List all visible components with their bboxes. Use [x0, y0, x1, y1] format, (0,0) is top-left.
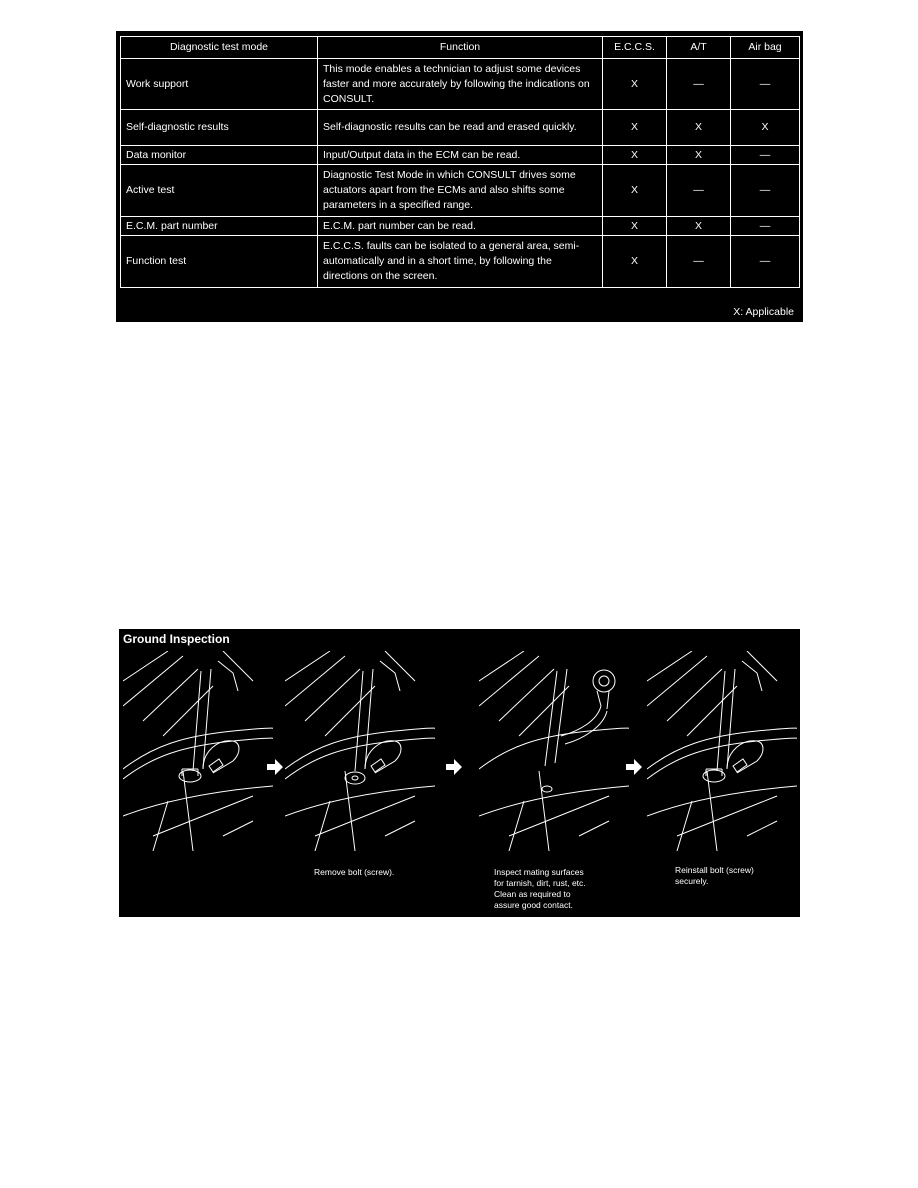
at-cell: —	[667, 236, 731, 288]
arrow-right-icon	[265, 757, 285, 777]
at-cell: X	[667, 217, 731, 236]
ground-inspection-title: Ground Inspection	[123, 632, 230, 646]
header-function: Function	[318, 37, 603, 59]
at-cell: X	[667, 110, 731, 146]
at-cell: —	[667, 165, 731, 217]
airbag-cell: —	[731, 217, 800, 236]
ground-step-4-illustration	[647, 651, 797, 851]
eccs-cell: X	[603, 59, 667, 110]
table-row	[121, 217, 800, 236]
ground-inspection-figure	[119, 629, 800, 917]
ground-step-3-illustration	[479, 651, 629, 851]
function-cell: This mode enables a technician to adjust some devices faster and more accurately by following the indications on CONSULT.	[318, 59, 603, 110]
function-cell: Input/Output data in the ECM can be read.	[318, 146, 603, 165]
mode-cell: Self-diagnostic results	[121, 110, 318, 146]
function-cell: E.C.M. part number can be read.	[318, 217, 603, 236]
arrow-right-icon	[444, 757, 464, 777]
airbag-cell: —	[731, 146, 800, 165]
arrow-right-icon	[624, 757, 644, 777]
table-header-row	[121, 37, 800, 59]
eccs-cell: X	[603, 146, 667, 165]
ground-step-2-illustration	[285, 651, 435, 851]
eccs-cell: X	[603, 165, 667, 217]
header-diagnostic-test-mode: Diagnostic test mode	[121, 37, 318, 59]
function-cell: Diagnostic Test Mode in which CONSULT drives some actuators apart from the ECMs and also shifts some parameters in a specified range.	[318, 165, 603, 217]
eccs-cell: X	[603, 236, 667, 288]
header-at: A/T	[667, 37, 731, 59]
table-row	[121, 146, 800, 165]
step-2-caption: Remove bolt (screw).	[314, 867, 395, 877]
function-cell: Self-diagnostic results can be read and erased quickly.	[318, 110, 603, 146]
mode-cell: Work support	[121, 59, 318, 110]
at-cell: —	[667, 59, 731, 110]
step-4-caption: Reinstall bolt (screw) securely.	[675, 865, 754, 886]
airbag-cell: X	[731, 110, 800, 146]
function-cell: E.C.C.S. faults can be isolated to a general area, semi- automatically and in a short time, by following the directions on the screen.	[318, 236, 603, 288]
ground-step-1-illustration	[123, 651, 273, 851]
eccs-cell: X	[603, 217, 667, 236]
eccs-cell: X	[603, 110, 667, 146]
at-cell: X	[667, 146, 731, 165]
diagnostic-mode-table	[120, 36, 800, 288]
mode-cell: E.C.M. part number	[121, 217, 318, 236]
mode-cell: Function test	[121, 236, 318, 288]
airbag-cell: —	[731, 236, 800, 288]
header-eccs: E.C.C.S.	[603, 37, 667, 59]
header-air-bag: Air bag	[731, 37, 800, 59]
mode-cell: Active test	[121, 165, 318, 217]
airbag-cell: —	[731, 59, 800, 110]
table-row	[121, 236, 800, 288]
applicable-legend: X: Applicable	[733, 306, 794, 318]
mode-cell: Data monitor	[121, 146, 318, 165]
airbag-cell: —	[731, 165, 800, 217]
diagnostic-mode-table-figure	[116, 31, 803, 322]
step-3-caption: Inspect mating surfaces for tarnish, dirt, rust, etc. Clean as required to assure good contact.	[494, 867, 586, 910]
table-row	[121, 165, 800, 217]
table-row	[121, 110, 800, 146]
table-row	[121, 59, 800, 110]
